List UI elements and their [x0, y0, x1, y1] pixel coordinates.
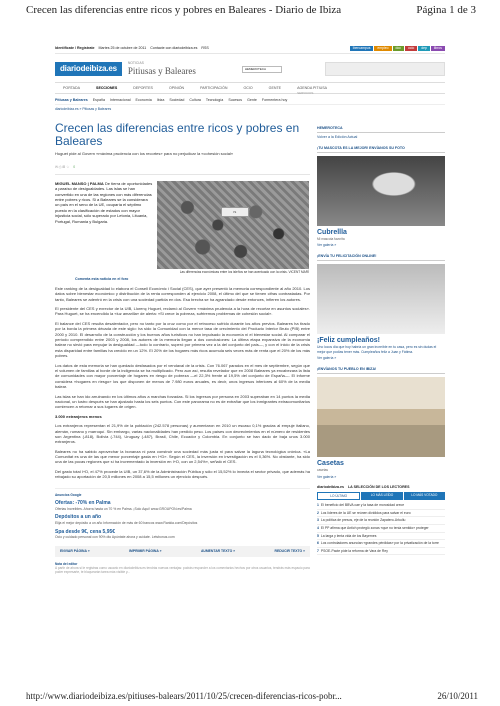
section-subnav — [55, 96, 445, 105]
photo-placard: IS — [221, 207, 249, 217]
photo-caption: Las diferencias económicas entre los isleños se han acentuado con la crisis. VICENT MARÍ — [179, 269, 309, 274]
hemeroteca-head: HEMEROTECA — [317, 126, 445, 133]
subnav-item[interactable]: España — [92, 97, 105, 102]
article-subtitle: Huguet pide al Govern «máxima prudencia con los recortes» para no perjudicar la «cohesión social» — [55, 151, 234, 157]
most-read-box — [317, 485, 445, 555]
main-nav — [55, 82, 445, 94]
subnav-item[interactable]: Sociedad — [169, 97, 185, 102]
ad-item[interactable]: Depósitos a un año Elija el mejor depósito a un año Información de más de 60 bancos www.Rankia.com/Depósitos — [55, 514, 198, 526]
partner-link[interactable]: libros — [431, 46, 445, 52]
ad-item[interactable]: Ofertas: -70% en Palma Ofertas Increíbles. Ahorra hasta un 70 % en Palma. ¡Solo Aquí! www.GROUPON.es/Palma — [55, 499, 192, 511]
increase-text-button[interactable]: AUMENTAR TEXTO » — [200, 548, 236, 553]
crowd-photo[interactable] — [157, 181, 309, 269]
nav-deportes[interactable]: DEPORTES — [133, 85, 153, 90]
nav-agenda[interactable]: AGENDA PITIUSA SERVICIOS — [297, 85, 328, 95]
list-item[interactable]: 5 La larga y lenta vida de los Bayernes — [317, 533, 445, 541]
send-page-button[interactable]: ENVIAR PÁGINA » — [60, 548, 90, 553]
back-to-edition-link[interactable]: Volver a la Edición Actual — [317, 134, 358, 139]
subnav-item[interactable]: Cultura — [189, 97, 201, 102]
most-read-list — [317, 502, 445, 555]
partner-link[interactable]: doc — [393, 46, 404, 52]
partner-link[interactable]: Ibercampus — [350, 46, 374, 52]
body-paragraph: Los extranjeros representan el 21,9% de la población (242.578 personas) y aumentaron en 2010 un escaso 0,1% gracias al empuje italiano, alemán, rumano y marroquí. Sin embargo, varias nacionalidades han perdido peso. Los países con decrecimientos en el número de residentes son Argentina (-818), Bolivia (-744), Uruguay (-487), Brasil, Chile, Ecuador y Colombia. En conjunto se han dado de baja unos 3.000 extranjeros. — [55, 423, 310, 445]
subnav-item[interactable]: Pitiusas y Baleares — [55, 97, 88, 102]
subnav-item[interactable]: Tecnología — [205, 97, 224, 102]
section-name: Pitiusas y Baleares — [127, 66, 196, 77]
breadcrumb[interactable]: diariodeibiza.es » Pitiusas y Baleares — [55, 107, 112, 111]
list-item[interactable]: 6 Los controladores anuncian «grandes pérdidas» por la privatización de la torre — [317, 540, 445, 548]
body-paragraph: Del gasto total I+D, el 47% procede la UIB, un 37,6% de la Administración Pública y sólo el 15,52% lo invecta el sector privado, que además ha rebajado su aportación de 20,5 millones en 2008 a 15,5 millones un ejercicio después. — [55, 468, 310, 480]
birthday-head: ¡ENVÍA TU FELICITACIÓN ONLINE! — [317, 254, 445, 261]
section-subhead: 3.000 extranjeros menos — [55, 413, 102, 419]
nav-portada[interactable]: PORTADA — [63, 85, 81, 90]
most-read-brand: diariodeibiza.es — [317, 485, 344, 490]
body-paragraph: Baleares no ha sabido aprovechar la bonanza ni para construir una sociedad más justa ni para salvar la laguna tecnológica crónica. «La Comunitat es una de las que menor porcentaje gasta en I+D». Según el CES, la inversión en investigación es el 0,36%. No obstante, ha sido una de las pocas regiones que sí ha incrementado la inversión en I+D, con un 2,54%», señaló el CES. — [55, 448, 310, 465]
sidebar — [317, 126, 445, 555]
subnav-item[interactable]: Formentera hoy — [261, 97, 288, 102]
pet-head: ¡TU MASCOTA ES LA MEJOR! ENVÍANOS SU FOTO — [317, 146, 445, 153]
banner-ad[interactable] — [325, 62, 445, 76]
top-utility-bar — [55, 44, 445, 54]
rss-link[interactable]: RSS — [201, 46, 209, 51]
pdf-print-footer — [0, 688, 500, 706]
nav-secciones[interactable]: SECCIONES — [96, 85, 118, 90]
print-title: Crecen las diferencias entre ricos y pobres en Baleares - Diario de Ibiza — [26, 4, 342, 16]
brand-row — [55, 56, 445, 82]
section-heading — [128, 61, 196, 78]
decrease-text-button[interactable]: REDUCIR TEXTO » — [274, 548, 305, 553]
pet-photo[interactable] — [317, 156, 445, 226]
town-name[interactable]: Casetas — [317, 459, 344, 467]
current-date: Martes 25 de octubre de 2011 — [98, 46, 147, 51]
nav-participacion[interactable]: PARTICIPACIÓN — [200, 85, 228, 90]
nav-ocio[interactable]: OCIO — [243, 85, 253, 90]
hemeroteca-select[interactable]: HEMEROTECA — [242, 66, 282, 73]
editor-note-text: A partir de ahora si le registras como usuario en diariodeibiza.es tendrás nuevas ventajas: podrás responder a los comentarios hechos por otros usuarios, tendrás más espacio para poder expresarte, te bloquearán tarea más visible y... — [55, 565, 310, 575]
lede-block — [55, 181, 310, 274]
editor-note-label: Nota del editor — [55, 561, 78, 566]
town-box — [317, 367, 445, 479]
web-page — [55, 44, 445, 680]
forum-link[interactable]: Comenta esta noticia en el foro — [75, 277, 129, 282]
article-title: Crecen las diferencias entre ricos y pobres en Baleares — [55, 121, 300, 149]
subnav-item[interactable]: Gente — [247, 97, 257, 102]
pdf-print-header — [0, 0, 500, 22]
google-ads — [55, 488, 310, 540]
most-read-title: LA SELECCIÓN DE LOS LECTORES — [347, 485, 410, 490]
print-page-number: Página 1 de 3 — [416, 4, 476, 16]
article-actions — [55, 546, 310, 557]
partner-link[interactable]: empleo — [374, 46, 391, 52]
section-kicker: NOTICIAS — [127, 60, 144, 65]
print-page-button[interactable]: IMPRIMIR PÁGINA » — [129, 548, 162, 553]
nav-gente[interactable]: GENTE — [268, 85, 282, 90]
list-item[interactable]: 2 Los líderes de la UE se reúnen divididos para salvar el euro — [317, 510, 445, 518]
body-paragraph: Las islas se han ido arruinando en los últimos años a marchas forzadas. Si los ingresos por persona en 2003 superaban en 14 puntos la media nacional, un lustro después se han ajustado hasta los seis puntos. Con este panorama no es de extrañar que los inmigrantes extracomunitarios comiencen a retornar a sus lugares de origen. — [55, 393, 310, 410]
article-tools — [55, 165, 310, 171]
subnav-item[interactable]: Internacional — [109, 97, 131, 102]
login-link[interactable]: Identifícate / Regístrate — [55, 46, 95, 51]
pet-sub: Mi mascota favorita — [317, 236, 345, 241]
byline: MIGUEL MANSO | PALMA — [55, 180, 104, 186]
body-paragraph: El balance del CES resulta desalentador, pero no tanto por la cruz como por el retroceso sufrido durante los años previos. Baleares ha tirado por la borda la primera década de este siglo: ha sido la Comunidad con la menor tasa de crecimiento del Producto Interior Bruto (PIB) entre 2000 y 2010. El desarrollo de la construcción y los buenos años turísticos no han impulsado la economía ni el bienestar social. Al comparar el período comprendido entre 2003 y 2008, los autores de la memoria llegan a dos conclusiones: La última etapa expansiva de la economía balear no sirvió para empujar la desigualdad —todo lo contrario, superó por primera vez a la del conjunto del país—, y con el inicio de la crisis esta disparidad entre familias ha crecido en un 12%. El 20% de los hogares más ricos acumula seis veces más de renta que el 20% de los más pobres. — [55, 320, 310, 359]
photo-block — [157, 181, 309, 274]
nav-opinion[interactable]: OPINIÓN — [168, 85, 185, 90]
town-head: ¡ENVÍANOS TU PUEBLO EN IBIZA! — [317, 367, 445, 374]
nav-servicios[interactable]: SERVICIOS — [297, 90, 314, 95]
contact-link[interactable]: Contacte con diariodeibiza.es — [150, 46, 198, 51]
hemeroteca-box — [317, 126, 445, 140]
town-sub: casetas — [317, 468, 328, 473]
pet-gallery-link[interactable]: Ver galería » — [317, 243, 337, 248]
birthday-box — [317, 254, 445, 361]
birthday-title[interactable]: ¡Feliz cumpleaños! — [317, 336, 381, 344]
partner-strip — [350, 46, 445, 52]
tab-most-read[interactable]: LO MÁS LEÍDO — [361, 492, 402, 500]
list-item[interactable]: 4 El PP afirma que Antich protegió zonas «que no tenía sentido» proteger — [317, 525, 445, 533]
comment-count[interactable]: 0 — [73, 165, 76, 170]
tab-most-voted[interactable]: LO MÁS VOTADO — [404, 492, 445, 500]
list-item[interactable]: 7 PSOE-Pacte pide la reforma de Vara de Rey — [317, 548, 445, 556]
most-read-tabs — [317, 492, 445, 500]
print-date: 26/10/2011 — [437, 691, 478, 701]
body-paragraph: El presidente del CES y exrector de la UIB, Llorenç Huguet, reclamó al Govern «máxima prudencia a la hora de recortar en asuntos sociales». Para Huguet, se ha encendido la «luz amarilla» de alerta: «Si crece la pobreza, sufriremos problemas de cohesión social». — [55, 306, 310, 317]
lede-paragraph: De tierra de oportunidades a paraíso de desigualdades. Las islas se han convertido en una de las regiones con más diferencias entre pobres y ricos. Si a Baleares se la considerara un país en el seno de la UE, ocuparía el séptimo puesto en la clasificación de estados con mayor injusticia social, sólo superado por Letonia, Lituania, Portugal, Rumania y Bulgaria. — [55, 180, 153, 224]
pet-box — [317, 146, 445, 248]
list-item[interactable]: 3 La política de presos, eje de la reunión Zapatero-Urkullu — [317, 517, 445, 525]
town-photo[interactable] — [317, 377, 445, 457]
partner-link[interactable]: dep — [418, 46, 430, 52]
body-paragraph: Este ranking de la desigualdad lo elabora el Consell Econòmic i Social (CES), que ayer presentó la memoria correspondiente al año 2010. Los datos sobre bienestar económico y distribución de la renta corresponden al ejercicio 2008, el último del que se tienen cifras contrastadas. Por tanto, Baleares se adentró en la crisis con una sociedad partida en dos. Esa brecha se ha agrandado desde entonces, infieren los autores. — [55, 285, 310, 302]
town-gallery-link[interactable]: Ver galería » — [317, 474, 337, 479]
print-url: http://www.diariodeibiza.es/pitiuses-balears/2011/10/25/crecen-diferencias-ricos-pobr... — [26, 691, 342, 701]
subnav-item[interactable]: Economía — [135, 97, 152, 102]
subnav-item[interactable]: Ibiza — [156, 97, 165, 102]
lede-text — [55, 181, 153, 274]
subnav-item[interactable]: Sucesos — [228, 97, 243, 102]
partner-link[interactable]: ocio — [405, 46, 417, 52]
ad-item[interactable]: Spa desde 9€, cena 5,95€ Ocio y cuidado personal con 90% dto Apúntate ahora y cuídate. Letsbonus.com — [55, 528, 175, 540]
share-icon[interactable]: ✉ ⎙ ⊞ ☆ — [55, 165, 70, 170]
body-paragraph: Los datos de esta memoria se han quedado desfasados por el vendaval de la crisis. Con 76.067 parados en el mes de septiembre, según que el volumen de familias al borde de la indigencia se ha multiplicado. Pero aun así, resulta revelador que en 2008 Baleares ya encabezara la lista de comunidades con mayor porcentaje de hogares en riesgo de pobreza —el 22,3% frente al 19,5% del conjunto de España—. El informe considera «hogares en riesgo» los que disponen de menos de 7.980 euros anuales, es decir, unos ingresos inferiores al 60% de la media balear. — [55, 362, 310, 390]
list-item[interactable]: 1 El beneficio del BBVA cae y la tasa de morosidad crece — [317, 502, 445, 510]
most-read-header — [317, 485, 445, 490]
birthday-gallery-link[interactable]: Ver galería » — [317, 356, 337, 361]
birthday-text: Uno locos día que hoy habría un gran increíble en tu casa, pero es sin dudas el mejor que podías tener más. Cumpleaños feliz a Juan y Fátima. — [317, 345, 437, 354]
site-logo[interactable]: diariodeibiza.es — [55, 62, 122, 77]
birthday-photo[interactable] — [317, 264, 445, 334]
editor-note — [55, 562, 310, 575]
article-column — [55, 112, 310, 575]
tab-latest[interactable]: LO ÚLTIMO — [317, 492, 360, 500]
ads-label[interactable]: Anuncios Google — [55, 492, 82, 497]
pet-name[interactable]: Cubrellla — [317, 228, 347, 236]
